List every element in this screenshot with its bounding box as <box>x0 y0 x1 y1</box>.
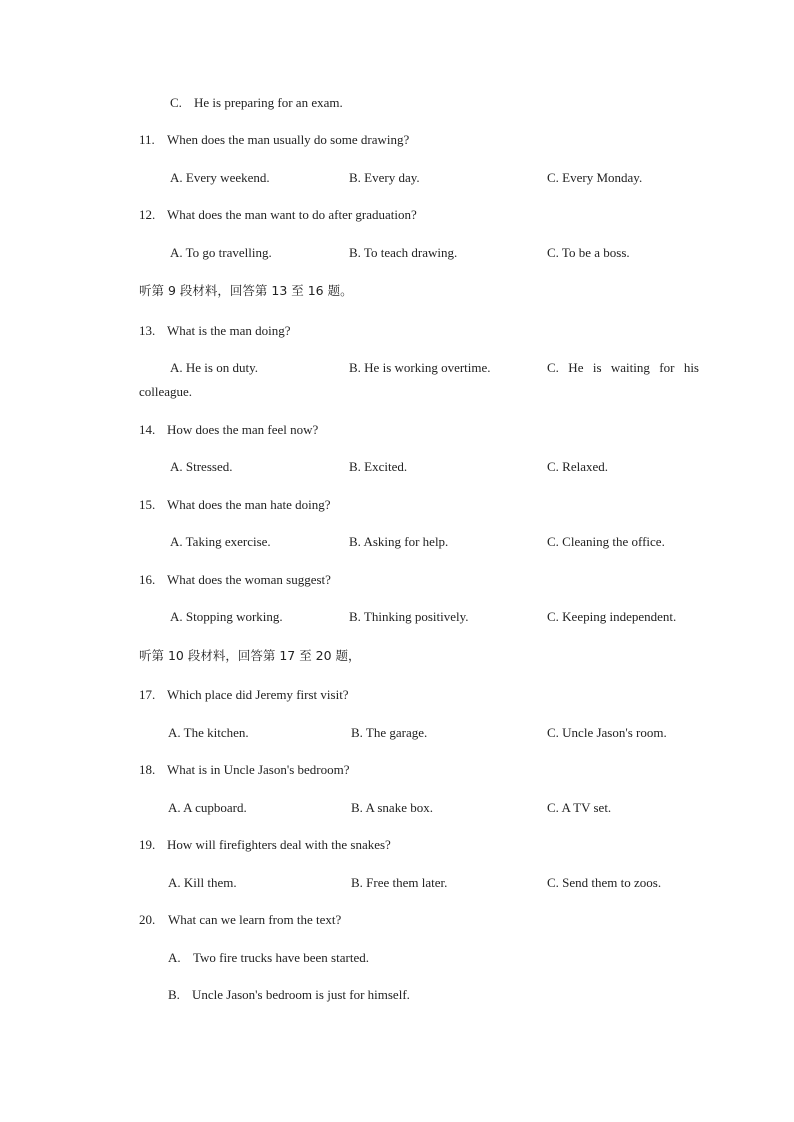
q15-option-a: A. Taking exercise. <box>170 534 271 549</box>
q14-option-c: C. Relaxed. <box>547 459 609 474</box>
question-number: 20. <box>139 912 156 927</box>
question-number: 11. <box>139 132 155 147</box>
q12-option-a: A. To go travelling. <box>170 245 272 260</box>
question-text: What is the man doing? <box>167 323 291 338</box>
q18-option-a: A. A cupboard. <box>168 800 247 815</box>
q12-option-b: B. To teach drawing. <box>349 245 458 260</box>
q11-option-b: B. Every day. <box>349 170 420 185</box>
q15-option-b: B. Asking for help. <box>349 534 449 549</box>
question-11 <box>139 132 410 148</box>
question-text: What can we learn from the text? <box>168 912 342 927</box>
q17-option-b: B. The garage. <box>351 725 428 740</box>
question-20 <box>139 912 342 928</box>
question-text: How does the man feel now? <box>167 422 319 437</box>
question-text: What is in Uncle Jason's bedroom? <box>167 762 350 777</box>
question-15 <box>139 497 331 513</box>
q13-option-a: A. He is on duty. <box>170 360 258 375</box>
q12-option-c: C. To be a boss. <box>547 245 630 260</box>
question-number: 16. <box>139 572 156 587</box>
q17-option-c: C. Uncle Jason's room. <box>547 725 667 740</box>
question-text: How will firefighters deal with the snakes? <box>167 837 391 852</box>
section-9-instruction: 听第 9 段材料，回答第 13 至 16 题。 <box>139 283 353 298</box>
q14-option-b: B. Excited. <box>349 459 408 474</box>
q16-option-a: A. Stopping working. <box>170 609 283 624</box>
question-number: 17. <box>139 687 156 702</box>
question-number: 15. <box>139 497 156 512</box>
q13-option-c: C. He is waiting for his <box>547 360 699 375</box>
option-label: A. <box>168 950 181 965</box>
question-number: 14. <box>139 422 156 437</box>
question-13 <box>139 323 291 339</box>
option-text: Two fire trucks have been started. <box>193 950 369 965</box>
q11-option-a: A. Every weekend. <box>170 170 270 185</box>
q16-option-c: C. Keeping independent. <box>547 609 677 624</box>
question-number: 12. <box>139 207 156 222</box>
question-text: What does the man want to do after graduation? <box>167 207 417 222</box>
option-label: B. <box>168 987 180 1002</box>
q13-option-b: B. He is working overtime. <box>349 360 491 375</box>
q20-option-a <box>168 950 369 966</box>
q17-option-a: A. The kitchen. <box>168 725 249 740</box>
question-number: 18. <box>139 762 156 777</box>
q19-option-c: C. Send them to zoos. <box>547 875 662 890</box>
question-19 <box>139 837 391 853</box>
q20-option-b <box>168 987 410 1003</box>
question-text: Which place did Jeremy first visit? <box>167 687 349 702</box>
question-text: What does the woman suggest? <box>167 572 331 587</box>
q18-option-c: C. A TV set. <box>547 800 612 815</box>
question-text: When does the man usually do some drawing? <box>167 132 410 147</box>
q16-option-b: B. Thinking positively. <box>349 609 469 624</box>
q13-option-c-continued: colleague. <box>139 384 193 399</box>
q14-option-a: A. Stressed. <box>170 459 233 474</box>
question-12 <box>139 207 417 223</box>
question-text: What does the man hate doing? <box>167 497 331 512</box>
question-16 <box>139 572 331 588</box>
question-number: 13. <box>139 323 156 338</box>
option-text: Uncle Jason's bedroom is just for himself. <box>192 987 410 1002</box>
q18-option-b: B. A snake box. <box>351 800 433 815</box>
option-text: He is preparing for an exam. <box>194 95 343 110</box>
q15-option-c: C. Cleaning the office. <box>547 534 665 549</box>
question-17 <box>139 687 349 703</box>
question-14 <box>139 422 319 438</box>
section-10-instruction: 听第 10 段材料，回答第 17 至 20 题， <box>139 648 361 663</box>
option-label: C. <box>170 95 182 110</box>
q19-option-a: A. Kill them. <box>168 875 237 890</box>
q10-option-c <box>170 95 343 111</box>
question-number: 19. <box>139 837 156 852</box>
question-18 <box>139 762 350 778</box>
q19-option-b: B. Free them later. <box>351 875 448 890</box>
q11-option-c: C. Every Monday. <box>547 170 643 185</box>
